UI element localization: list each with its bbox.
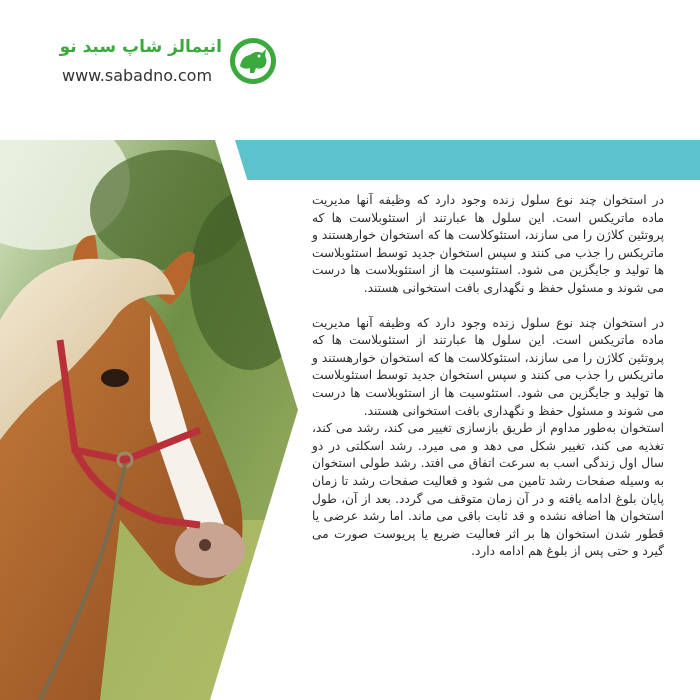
brand-name: انیمالز شاپ سبد نو	[59, 37, 222, 57]
horse-photo	[0, 140, 310, 700]
teal-strip	[200, 140, 700, 180]
paragraph-1: در استخوان چند نوع سلول زنده وجود دارد که وظیفه آنها مدیریت ماده ماتریکس است. این سلول ها عبارتند از استئوبلاست ها که پروتئین کلاژن را می سازند، استئوکلاست ها که استخوان خوارهستند و ماتریکس را جذب می کنند و سپس استخوان جدید توسط استئوبلاست ها تولید و جایگزین می شود. استئوسیت ها از استئوبلاست ها درست می شوند و مسئول حفظ و نگهداری بافت استخوانی هستند.	[312, 193, 664, 295]
animal-logo-icon	[228, 36, 278, 86]
header	[0, 0, 700, 140]
paragraph-3: استخوان به‌طور مداوم از طریق بازسازی تغییر می کند، رشد می کند، تغذیه می کند، تغییر شکل می دهد و می میرد. رشد اسکلتی در دو سال اول زندگی اسب به سرعت اتفاق می افتد. رشد طولی استخوان به وسیله صفحات رشد تامین می شود و فعالیت صفحات رشد تا زمان پایان بلوغ ادامه یافته و در آن زمان متوقف می گردد. بعد از آن، طول استخوان ها اضافه نشده و قد ثابت باقی می ماند. اما رشد عرضی یا قطور شدن استخوان ها بر اثر فعالیت ضریع یا پریوست صورت می گیرد و حتی پس از بلوغ هم ادامه دارد.	[312, 421, 664, 559]
paragraph-2: در استخوان چند نوع سلول زنده وجود دارد که وظیفه آنها مدیریت ماده ماتریکس است. این سلول ها عبارتند از استئوبلاست ها که پروتئین کلاژن را می سازند، استئوکلاست ها که استخوان خوارهستند و ماتریکس را جذب می کنند و سپس استخوان جدید توسط استئوبلاست ها تولید و جایگزین می شود. استئوسیت ها از استئوبلاست ها درست می شوند و مسئول حفظ و نگهداری بافت استخوانی هستند.	[312, 315, 664, 418]
article-body	[312, 192, 664, 561]
brand-url: www.sabadno.com	[62, 66, 213, 85]
